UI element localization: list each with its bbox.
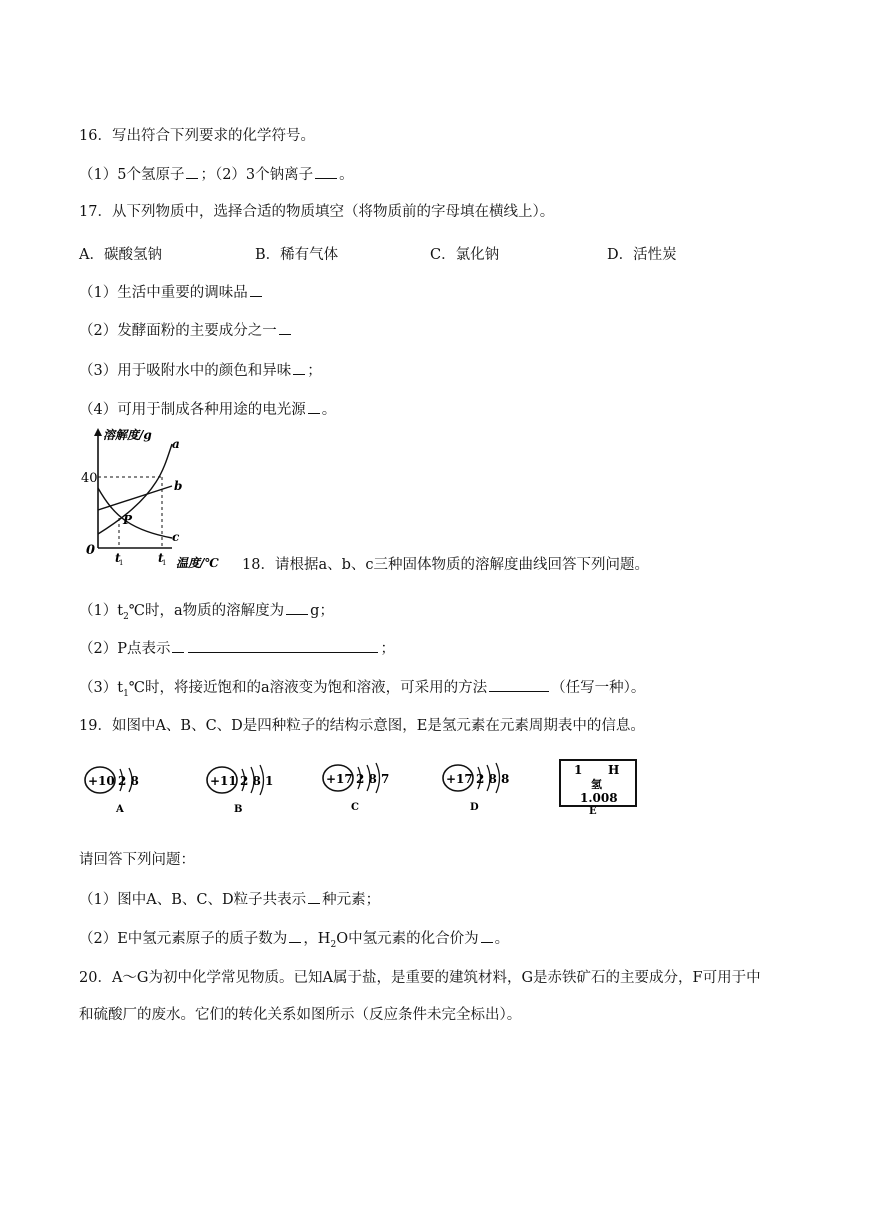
q18-blank-1[interactable] xyxy=(286,600,308,615)
y-tick-40: 40 xyxy=(81,471,98,486)
q19-l2-a: （2）E中氢元素原子的质子数为 xyxy=(79,931,288,947)
x-tick-t1-sub: 1 xyxy=(119,559,124,567)
origin-label: 0 xyxy=(86,543,96,558)
q17-item-3-text: （3）用于吸附水中的颜色和异味 xyxy=(79,363,292,379)
q18-blank-3[interactable] xyxy=(489,677,549,692)
q17-item-4-text: （4）可用于制成各种用途的电光源 xyxy=(79,402,306,418)
q17-item-2 xyxy=(79,320,293,341)
q16-part1: （1）5个氢原子 xyxy=(79,167,185,183)
q16-part2: ；（2）3个钠离子 xyxy=(200,167,314,183)
y-axis-label: 溶解度/g xyxy=(103,428,152,442)
atom-b-nucleus: +11 xyxy=(210,774,237,788)
q16-blank-2[interactable] xyxy=(315,164,337,179)
q17-option-a: A．碳酸氢钠 xyxy=(79,247,162,263)
q18-l3-c: （任写一种）。 xyxy=(551,680,646,696)
atom-a-label: A xyxy=(116,804,124,815)
q19-l2-b: ，H xyxy=(303,931,331,947)
q18-line2 xyxy=(79,638,395,659)
atom-d-diagram xyxy=(443,763,509,793)
q19-title: 19．如图中A、B、C、D是四种粒子的结构示意图，E是氢元素在元素周期表中的信息。 xyxy=(79,718,645,734)
atom-a-shells: 2 8 xyxy=(118,774,139,788)
atom-structure-diagrams xyxy=(84,760,644,816)
element-e-number: 1 xyxy=(574,763,583,777)
atom-a-diagram xyxy=(85,767,139,793)
element-e-label: E xyxy=(589,806,597,817)
x-tick-t2: t xyxy=(158,551,164,565)
solubility-chart xyxy=(81,426,244,572)
q16-part3: 。 xyxy=(339,167,354,183)
atom-c-diagram xyxy=(323,763,389,793)
atom-d-nucleus: +17 xyxy=(446,772,473,786)
q19-blank-1[interactable] xyxy=(308,889,320,904)
q18-l3-sub: 1 xyxy=(123,688,129,699)
q18-blank-2b[interactable] xyxy=(188,638,378,653)
q17-item-1 xyxy=(79,282,264,303)
curve-c xyxy=(98,488,172,538)
q17-blank-4[interactable] xyxy=(308,399,320,414)
q17-option-b: B．稀有气体 xyxy=(255,247,339,263)
element-e-name: 氢 xyxy=(591,778,602,791)
atom-b-shells: 2 8 1 xyxy=(240,774,274,788)
q20-line2: 和硫酸厂的废水。它们的转化关系如图所示（反应条件未完全标出）。 xyxy=(79,1007,522,1023)
y-axis-arrow xyxy=(94,428,102,436)
q17-blank-2[interactable] xyxy=(279,320,291,335)
q18-blank-2a[interactable] xyxy=(172,638,184,653)
atom-d-label: D xyxy=(470,802,479,813)
q18-line3 xyxy=(79,677,645,704)
q16-title: 16．写出符合下列要求的化学符号。 xyxy=(79,128,315,144)
q19-blank-3[interactable] xyxy=(481,928,493,943)
q17-item-3-end: ； xyxy=(307,363,322,379)
q18-l1-a: （1）t xyxy=(79,603,124,619)
atom-b-diagram xyxy=(207,765,273,795)
q19-l1-b: 种元素； xyxy=(322,892,381,908)
x-axis-label: 温度/℃ xyxy=(176,556,219,570)
q19-line2 xyxy=(79,928,509,955)
q18-l2-b: ； xyxy=(380,641,395,657)
q17-item-4 xyxy=(79,399,336,420)
q20-line1: 20．A～G为初中化学常见物质。已知A属于盐，是重要的建筑材料，G是赤铁矿石的主要成分，F可用于中 xyxy=(79,970,761,986)
q17-item-2-text: （2）发酵面粉的主要成分之一 xyxy=(79,323,277,339)
q17-title: 17．从下列物质中，选择合适的物质填空（将物质前的字母填在横线上）。 xyxy=(79,204,555,220)
curve-b-label: b xyxy=(174,479,183,493)
atom-c-shells: 2 8 7 xyxy=(356,772,390,786)
q19-prompt: 请回答下列问题： xyxy=(79,852,195,868)
q19-blank-2[interactable] xyxy=(289,928,301,943)
q18-l3-b: ℃时，将接近饱和的a溶液变为饱和溶液，可采用的方法 xyxy=(128,680,488,696)
q18-l1-c: g； xyxy=(310,603,334,619)
q19-l2-c: O中氢元素的化合价为 xyxy=(336,931,479,947)
x-tick-t2-sub: 1 xyxy=(162,559,167,567)
atom-b-label: B xyxy=(234,804,243,815)
q18-l1-sub: 2 xyxy=(123,611,129,622)
atom-c-label: C xyxy=(351,802,359,813)
q16-blank-1[interactable] xyxy=(186,164,198,179)
curve-c-label: c xyxy=(172,530,180,544)
atom-d-shells: 2 8 8 xyxy=(476,772,510,786)
q19-l2-d: 。 xyxy=(494,931,510,947)
q17-blank-3[interactable] xyxy=(293,360,305,375)
q18-title: 18．请根据a、b、c三种固体物质的溶解度曲线回答下列问题。 xyxy=(242,557,649,573)
curve-a-label: a xyxy=(172,437,180,451)
q16-line1 xyxy=(79,164,354,185)
element-e-mass: 1.008 xyxy=(580,791,618,805)
q17-blank-1[interactable] xyxy=(250,282,262,297)
q18-line1 xyxy=(79,600,334,627)
atom-c-nucleus: +17 xyxy=(326,772,353,786)
q17-item-3 xyxy=(79,360,322,381)
q18-l3-a: （3）t xyxy=(79,680,124,696)
q17-option-d: D．活性炭 xyxy=(607,247,677,263)
q19-line1 xyxy=(79,889,380,910)
element-e-symbol: H xyxy=(608,763,620,777)
q18-l1-b: ℃时，a物质的溶解度为 xyxy=(128,603,285,619)
q19-l2-sub: 2 xyxy=(330,939,337,950)
x-tick-t1: t xyxy=(115,551,121,565)
point-p-label: P xyxy=(123,513,133,527)
atom-a-nucleus: +10 xyxy=(88,774,115,788)
q17-item-4-end: 。 xyxy=(321,402,337,418)
q18-l2-a: （2）P点表示 xyxy=(79,641,171,657)
q19-l1-a: （1）图中A、B、C、D粒子共表示 xyxy=(79,892,307,908)
q17-option-c: C．氯化钠 xyxy=(430,247,500,263)
element-e-box xyxy=(560,760,636,806)
q17-item-1-text: （1）生活中重要的调味品 xyxy=(79,285,248,301)
